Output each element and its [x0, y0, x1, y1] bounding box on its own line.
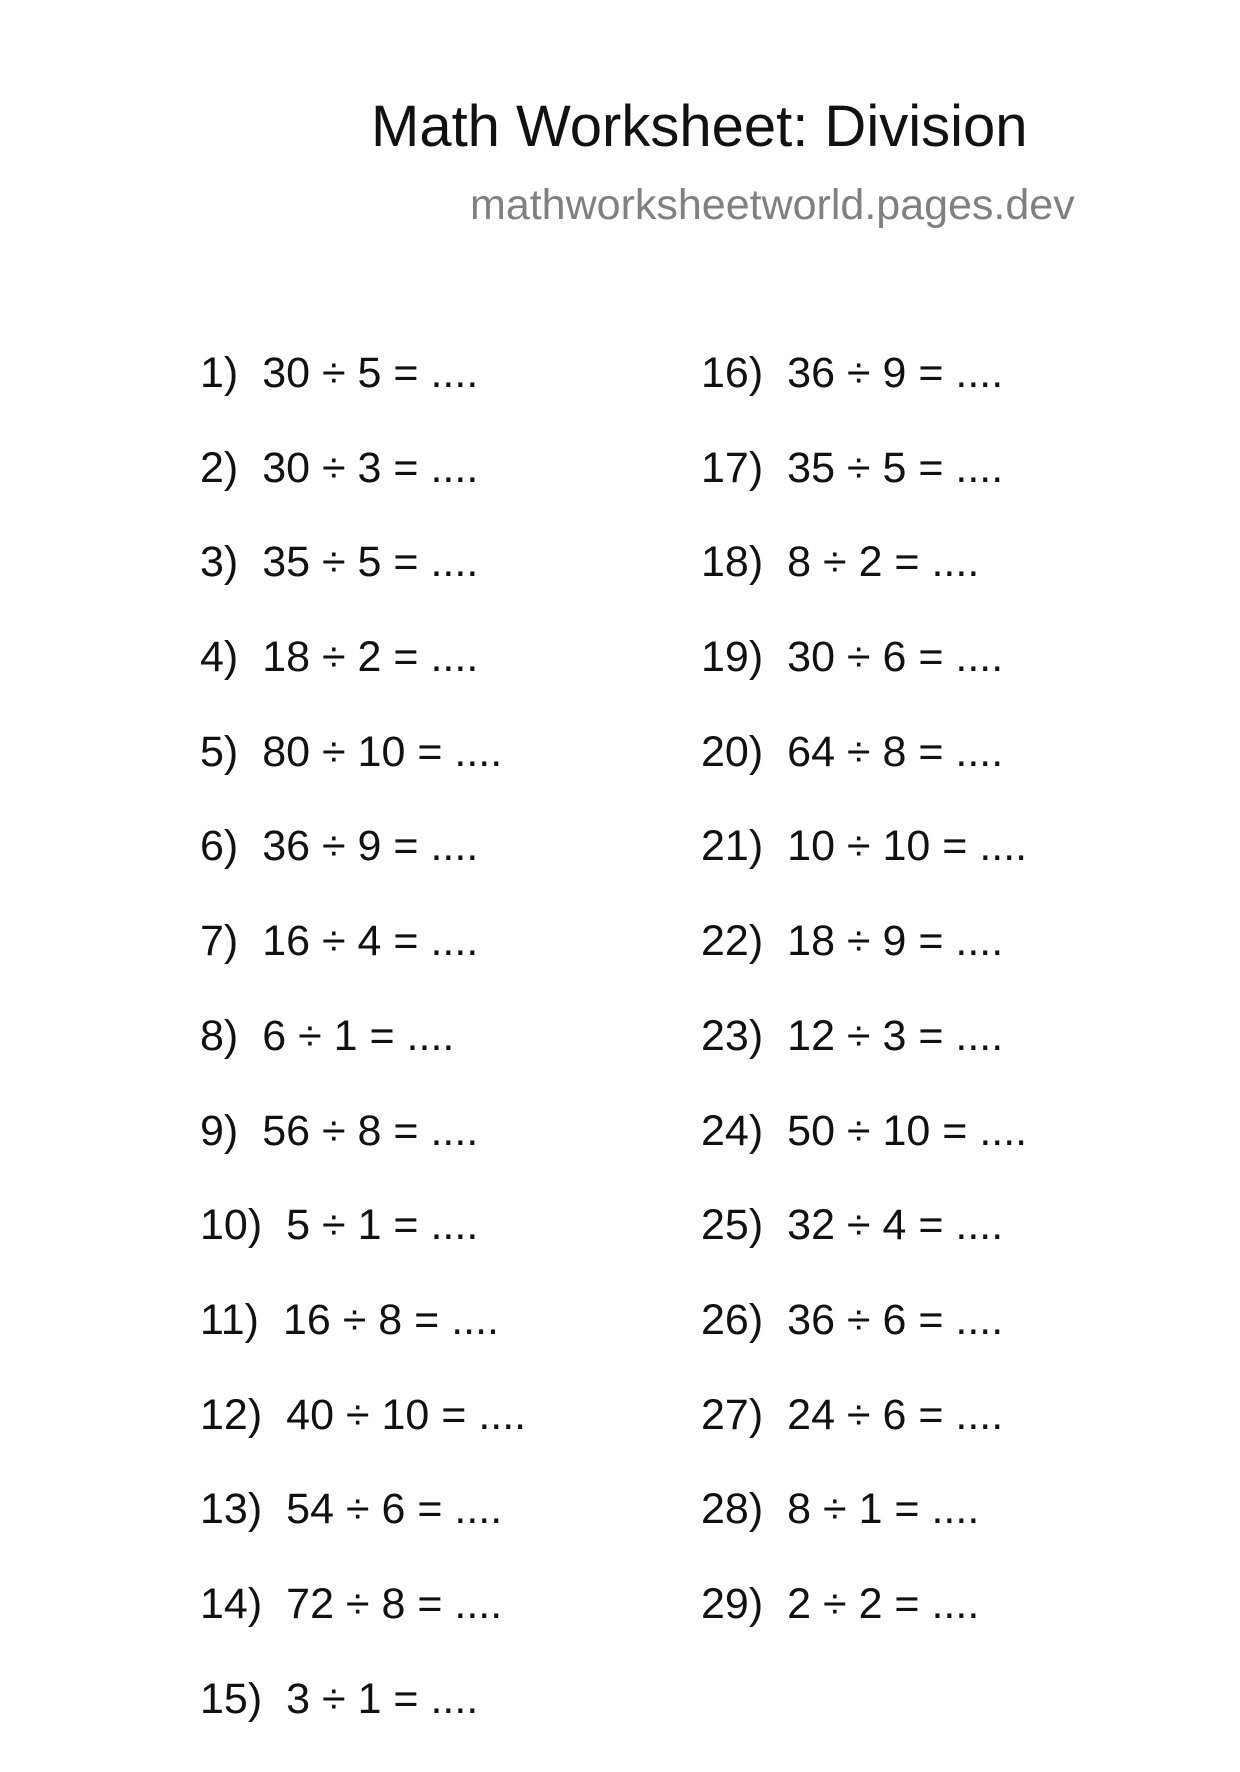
problem-number: 15) [200, 1674, 263, 1723]
problem-number: 12) [200, 1390, 263, 1439]
problem-item [701, 349, 1161, 447]
problem-number: 10) [200, 1201, 263, 1250]
problem-number: 26) [701, 1295, 764, 1344]
problem-number: 5) [200, 727, 239, 776]
problem-item [701, 1011, 1161, 1110]
problem-number: 4) [200, 633, 239, 682]
problem-item [200, 538, 660, 636]
problem-expression: 8 ÷ 1 = .... [787, 1485, 980, 1534]
problem-number: 25) [701, 1201, 764, 1250]
problem-expression: 18 ÷ 2 = .... [262, 633, 479, 682]
problem-item [200, 1011, 660, 1110]
problem-item [701, 633, 1161, 731]
problem-expression: 36 ÷ 9 = .... [262, 822, 479, 871]
problem-expression: 36 ÷ 6 = .... [787, 1295, 1004, 1344]
problem-number: 8) [200, 1011, 239, 1060]
problem-expression: 32 ÷ 4 = .... [787, 1201, 1004, 1250]
problem-number: 2) [200, 443, 239, 492]
problem-item [701, 1201, 1161, 1299]
problem-number: 28) [701, 1485, 764, 1534]
problem-number: 29) [701, 1579, 764, 1628]
problem-expression: 16 ÷ 4 = .... [262, 917, 479, 966]
problem-number: 13) [200, 1485, 263, 1534]
problem-item [200, 633, 660, 731]
problem-number: 21) [701, 822, 764, 871]
problem-expression: 56 ÷ 8 = .... [262, 1106, 479, 1155]
problem-number: 27) [701, 1390, 764, 1439]
problem-expression: 3 ÷ 1 = .... [286, 1674, 479, 1723]
problem-item [701, 538, 1161, 636]
problem-item [701, 1390, 1161, 1489]
problem-number: 20) [701, 727, 764, 776]
problem-expression: 35 ÷ 5 = .... [787, 443, 1004, 492]
problem-expression: 30 ÷ 6 = .... [787, 633, 1004, 682]
problem-item [701, 1295, 1161, 1394]
problem-item [200, 349, 660, 447]
problem-number: 6) [200, 822, 239, 871]
problem-number: 16) [701, 349, 764, 397]
page-title: Math Worksheet: Division [371, 94, 1028, 159]
problem-number: 9) [200, 1106, 239, 1155]
problem-item [701, 822, 1161, 920]
problem-number: 1) [200, 349, 239, 397]
problem-item [200, 917, 660, 1015]
problem-item [701, 443, 1161, 542]
problem-number: 14) [200, 1579, 263, 1628]
problem-number: 24) [701, 1106, 764, 1155]
problem-item [701, 1579, 1161, 1678]
problem-expression: 12 ÷ 3 = .... [787, 1011, 1004, 1060]
problem-item [200, 1579, 660, 1678]
problem-number: 11) [200, 1295, 259, 1344]
problem-item [701, 727, 1161, 826]
problem-expression: 54 ÷ 6 = .... [286, 1485, 503, 1534]
problem-item [701, 1106, 1161, 1205]
problem-number: 23) [701, 1011, 764, 1060]
problem-number: 3) [200, 538, 239, 587]
problem-item [701, 1485, 1161, 1583]
problem-item [200, 1106, 660, 1205]
problem-item [200, 1485, 660, 1583]
problem-number: 18) [701, 538, 764, 587]
problem-expression: 24 ÷ 6 = .... [787, 1390, 1004, 1439]
problem-expression: 6 ÷ 1 = .... [262, 1011, 455, 1060]
problem-item [200, 822, 660, 920]
problem-expression: 64 ÷ 8 = .... [787, 727, 1004, 776]
problem-item [200, 1390, 660, 1489]
problem-expression: 30 ÷ 3 = .... [262, 443, 479, 492]
problem-expression: 72 ÷ 8 = .... [286, 1579, 503, 1628]
problem-expression: 16 ÷ 8 = .... [282, 1295, 499, 1344]
problem-expression: 10 ÷ 10 = .... [787, 822, 1028, 871]
problem-item [701, 917, 1161, 1015]
problem-item [200, 1201, 660, 1299]
problem-expression: 35 ÷ 5 = .... [262, 538, 479, 587]
problem-item [200, 1295, 660, 1394]
problem-expression: 8 ÷ 2 = .... [787, 538, 980, 587]
problem-number: 17) [701, 443, 764, 492]
site-url: mathworksheetworld.pages.dev [470, 181, 1075, 229]
problem-item [200, 443, 660, 542]
problem-item [200, 1674, 660, 1772]
problem-expression: 30 ÷ 5 = .... [262, 349, 479, 397]
problem-number: 7) [200, 917, 239, 966]
problem-expression: 2 ÷ 2 = .... [787, 1579, 980, 1628]
problem-expression: 5 ÷ 1 = .... [286, 1201, 479, 1250]
problem-expression: 18 ÷ 9 = .... [787, 917, 1004, 966]
problem-expression: 36 ÷ 9 = .... [787, 349, 1004, 397]
problem-number: 22) [701, 917, 764, 966]
problem-item [200, 727, 660, 826]
problem-expression: 80 ÷ 10 = .... [262, 727, 503, 776]
problem-expression: 50 ÷ 10 = .... [787, 1106, 1028, 1155]
problem-column-right [701, 349, 1161, 1678]
problem-expression: 40 ÷ 10 = .... [286, 1390, 527, 1439]
problem-column-left [200, 349, 660, 1772]
problem-number: 19) [701, 633, 764, 682]
